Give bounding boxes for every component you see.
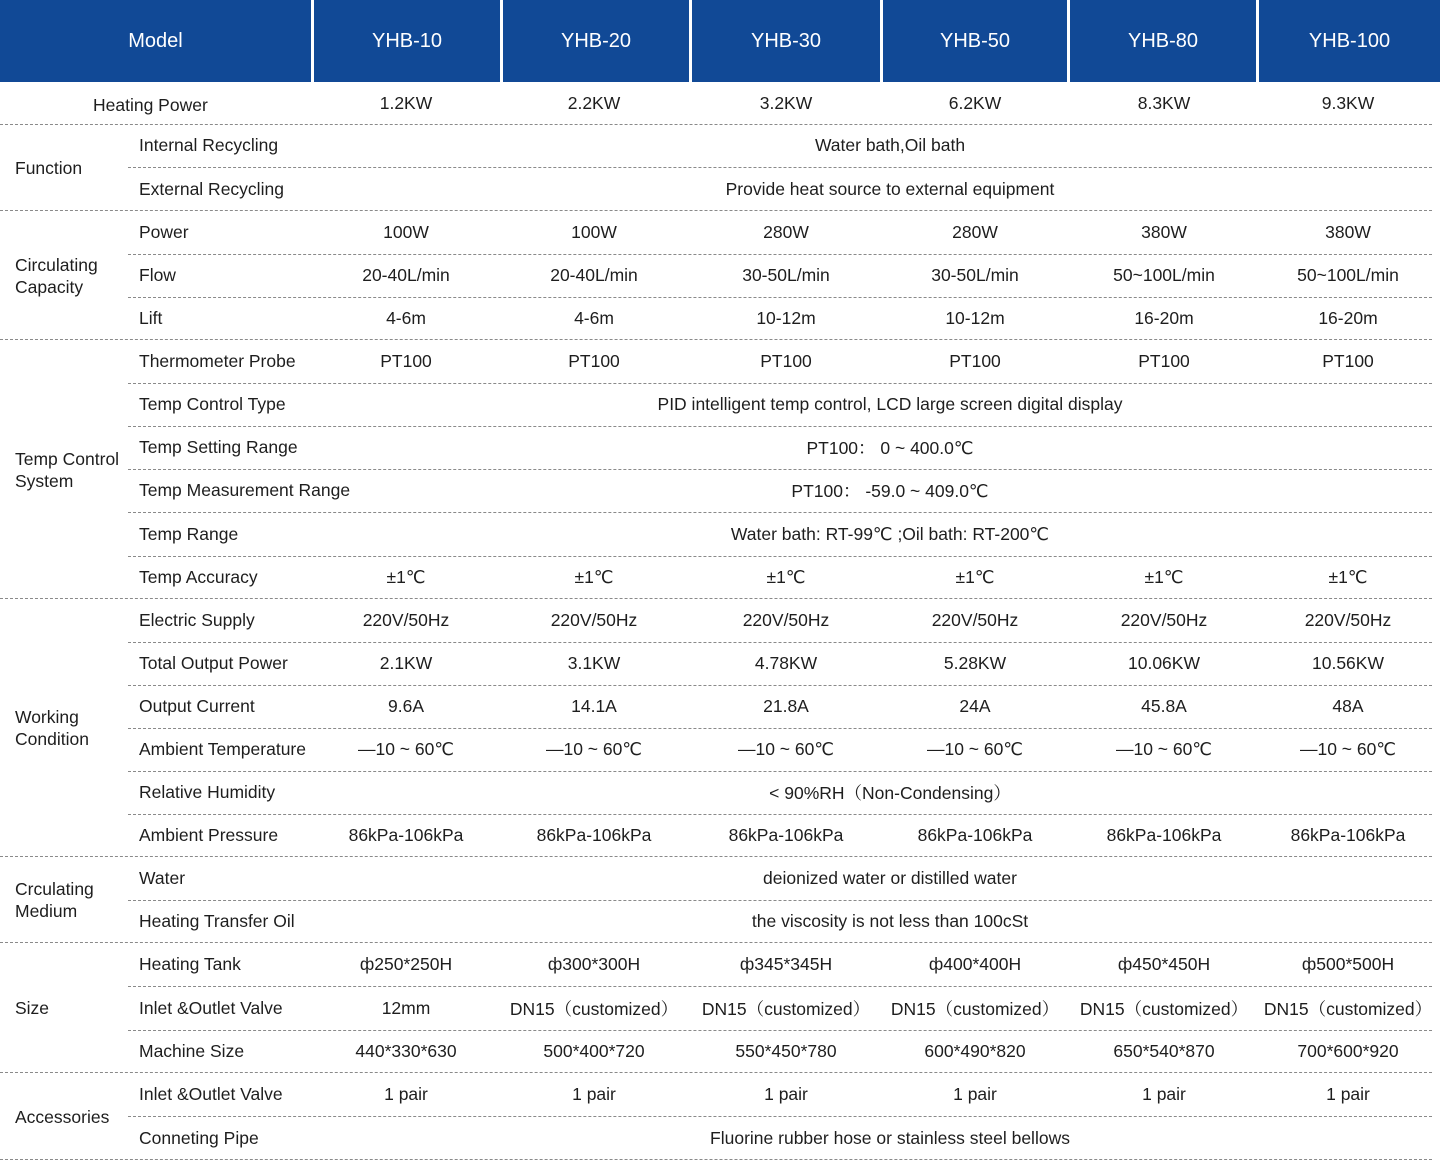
spanned-value: PT100： -59.0 ~ 409.0℃ [791, 481, 989, 501]
param-label: Heating Transfer Oil [139, 911, 295, 931]
param-label: Temp Control Type [139, 394, 286, 414]
value-cell: 86kPa-106kPa [917, 825, 1033, 845]
param-label: Temp Measurement Range [139, 480, 351, 500]
value-cell: PT100 [760, 351, 812, 371]
param-label: Temp Range [139, 523, 239, 544]
value-cell: PT100 [1322, 351, 1374, 371]
value-cell: 600*490*820 [924, 1041, 1026, 1061]
value-cell: 4-6m [574, 308, 614, 328]
value-cell: 16-20m [1134, 308, 1194, 328]
value-cell: 2.1KW [379, 653, 433, 673]
group-label-line: Size [15, 998, 50, 1018]
group-label-text [15, 706, 89, 750]
value-cell: 1 pair [764, 1084, 808, 1104]
param-label: Power [139, 222, 189, 242]
param-label: Inlet &Outlet Valve [139, 1084, 283, 1104]
group-label-line: Crculating [15, 879, 94, 899]
value-cell: ±1℃ [1144, 567, 1184, 587]
value-cell: DN15（customized） [701, 998, 871, 1019]
value-cell: 12mm [381, 997, 431, 1018]
param-label: Temp Accuracy [139, 567, 258, 587]
value-cell: 24A [959, 696, 991, 716]
param-label: Ambient Pressure [139, 825, 279, 845]
param-label: Heating Tank [139, 954, 241, 974]
value-cell: 6.2KW [948, 92, 1002, 113]
group-label-text [15, 157, 82, 179]
value-cell: —10 ~ 60℃ [545, 739, 643, 759]
value-cell: —10 ~ 60℃ [1299, 739, 1397, 759]
value-cell: 4-6m [386, 308, 426, 328]
value-cell: 3.1KW [567, 653, 621, 673]
value-cell: 10.06KW [1128, 653, 1200, 673]
value-cell: ф345*345H [739, 954, 833, 974]
spanned-value: Water bath: RT-99℃ ;Oil bath: RT-200℃ [730, 523, 1050, 544]
group-label [15, 599, 135, 857]
param-label: Thermometer Probe [139, 351, 296, 371]
value-cell: 220V/50Hz [362, 610, 450, 630]
spanned-value: Provide heat source to external equipment [725, 178, 1055, 199]
value-cell: 50~100L/min [1113, 265, 1215, 285]
value-cell: 1 pair [572, 1084, 616, 1104]
value-cell: 3.2KW [759, 92, 813, 113]
value-cell: 220V/50Hz [1304, 610, 1392, 630]
group-label-line: Accessories [15, 1106, 110, 1127]
value-cell: 700*600*920 [1297, 1041, 1399, 1061]
value-cell: DN15（customized） [1079, 998, 1249, 1019]
value-cell: 380W [1325, 222, 1371, 242]
group-label-line: Capacity [15, 276, 84, 297]
group-label [15, 340, 135, 599]
value-cell: PT100 [568, 351, 620, 371]
spanned-value: < 90%RH（Non-Condensing） [769, 783, 1011, 803]
value-cell: 280W [952, 222, 998, 242]
group-label-line: Circulating [15, 254, 98, 275]
value-cell: 100W [571, 222, 617, 242]
value-cell: —10 ~ 60℃ [926, 739, 1024, 759]
param-label: Temp Setting Range [139, 437, 298, 457]
value-cell: 220V/50Hz [742, 610, 830, 630]
value-cell: —10 ~ 60℃ [357, 739, 455, 759]
param-label: Ambient Temperature [139, 739, 306, 759]
value-cell: 86kPa-106kPa [728, 825, 844, 845]
header-cell-yhb-10: YHB-10 [314, 0, 500, 82]
param-label: Water [139, 868, 186, 888]
header-cell-yhb-50: YHB-50 [883, 0, 1067, 82]
value-cell: 5.28KW [943, 653, 1007, 673]
group-label-text [15, 254, 98, 298]
header-cell-yhb-80: YHB-80 [1070, 0, 1256, 82]
value-cell: 550*450*780 [735, 1041, 837, 1061]
value-cell: 1 pair [953, 1084, 997, 1104]
value-cell: 500*400*720 [543, 1041, 645, 1061]
value-cell: ±1℃ [766, 567, 806, 587]
value-cell: 8.3KW [1137, 92, 1191, 113]
value-cell: 440*330*630 [355, 1041, 457, 1061]
value-cell: ±1℃ [955, 567, 995, 587]
spanned-value: the viscosity is not less than 100cSt [751, 911, 1029, 931]
value-cell: 86kPa-106kPa [1290, 825, 1406, 845]
header-cell-yhb-100: YHB-100 [1259, 0, 1440, 82]
value-cell: DN15（customized） [509, 998, 679, 1019]
param-label: Machine Size [139, 1041, 245, 1061]
spanned-value: deionized water or distilled water [763, 868, 1017, 888]
value-cell: DN15（customized） [890, 998, 1060, 1019]
group-label [15, 211, 135, 340]
group-label [15, 857, 135, 943]
value-cell: 380W [1141, 222, 1187, 242]
value-cell: ф400*400H [928, 954, 1022, 974]
value-cell: 21.8A [763, 696, 809, 716]
value-cell: —10 ~ 60℃ [737, 739, 835, 759]
value-cell: 100W [383, 222, 429, 242]
value-cell: 30-50L/min [742, 265, 830, 285]
value-cell: 1 pair [1326, 1084, 1370, 1104]
group-label-text [15, 1106, 109, 1128]
group-label-text [15, 448, 119, 492]
value-cell: 9.6A [388, 696, 424, 716]
value-cell: 220V/50Hz [931, 610, 1019, 630]
value-cell: ±1℃ [386, 567, 426, 587]
value-cell: 4.78KW [754, 653, 818, 673]
group-label-line: System [15, 470, 74, 491]
value-cell: 20-40L/min [550, 265, 638, 285]
group-label [15, 124, 135, 211]
value-cell: 10-12m [945, 308, 1005, 328]
spanned-value: Fluorine rubber hose or stainless steel bellows [710, 1127, 1070, 1148]
value-cell: ф450*450H [1117, 954, 1211, 974]
value-cell: 45.8A [1141, 696, 1187, 716]
group-label-line: Medium [15, 901, 78, 921]
header-cell-model: Model [0, 0, 311, 82]
param-label: External Recycling [139, 178, 284, 199]
spanned-value: PID intelligent temp control, LCD large screen digital display [657, 394, 1123, 414]
value-cell: ±1℃ [574, 567, 614, 587]
value-cell: 10.56KW [1312, 653, 1384, 673]
value-cell: 20-40L/min [362, 265, 450, 285]
param-label: Relative Humidity [139, 782, 276, 802]
value-cell: ф500*500H [1301, 954, 1395, 974]
group-label-line: Temp Control [15, 448, 120, 469]
value-cell: 2.2KW [567, 92, 621, 113]
param-label: Inlet &Outlet Valve [139, 997, 283, 1018]
group-label-text [15, 878, 94, 922]
value-cell: PT100 [380, 351, 432, 371]
param-label: Total Output Power [139, 653, 288, 673]
value-cell: 10-12m [756, 308, 816, 328]
group-label-line: Function [15, 157, 83, 178]
param-label: Electric Supply [139, 610, 255, 630]
value-cell: 86kPa-106kPa [536, 825, 652, 845]
value-cell: 48A [1332, 696, 1364, 716]
group-label-line: Working [15, 707, 79, 727]
value-cell: 50~100L/min [1297, 265, 1399, 285]
param-label: Conneting Pipe [139, 1127, 259, 1148]
spanned-value: PT100： 0 ~ 400.0℃ [806, 438, 974, 458]
value-cell: 30-50L/min [931, 265, 1019, 285]
value-cell: 220V/50Hz [1120, 610, 1208, 630]
value-cell: 9.3KW [1321, 92, 1375, 113]
spanned-value: Water bath,Oil bath [814, 135, 966, 155]
value-cell: 280W [763, 222, 809, 242]
value-cell: PT100 [949, 351, 1001, 371]
value-cell: 1 pair [1142, 1084, 1186, 1104]
group-label-text [15, 997, 49, 1019]
header-cell-yhb-20: YHB-20 [503, 0, 689, 82]
value-cell: —10 ~ 60℃ [1115, 739, 1213, 759]
value-cell: 14.1A [571, 696, 617, 716]
param-label: Internal Recycling [139, 135, 279, 155]
value-cell: DN15（customized） [1263, 998, 1433, 1019]
value-cell: ф300*300H [547, 954, 641, 974]
value-cell: PT100 [1138, 351, 1190, 371]
value-cell: 650*540*870 [1113, 1041, 1215, 1061]
value-cell: 1 pair [384, 1084, 428, 1104]
value-cell: ф250*250H [359, 954, 453, 974]
param-label: Flow [139, 265, 176, 285]
value-cell: 86kPa-106kPa [348, 825, 464, 845]
param-label: Lift [139, 308, 163, 328]
value-cell: 16-20m [1318, 308, 1378, 328]
value-cell: 1.2KW [379, 92, 433, 113]
value-cell: ±1℃ [1328, 567, 1368, 587]
table-header [0, 0, 1440, 82]
value-cell: 86kPa-106kPa [1106, 825, 1222, 845]
value-cell: 220V/50Hz [550, 610, 638, 630]
param-label: Output Current [139, 696, 255, 716]
group-label-line: Condition [15, 729, 89, 749]
header-cell-yhb-30: YHB-30 [692, 0, 880, 82]
param-label: Heating Power [93, 94, 208, 115]
group-label [15, 1073, 135, 1160]
group-label [15, 943, 135, 1073]
